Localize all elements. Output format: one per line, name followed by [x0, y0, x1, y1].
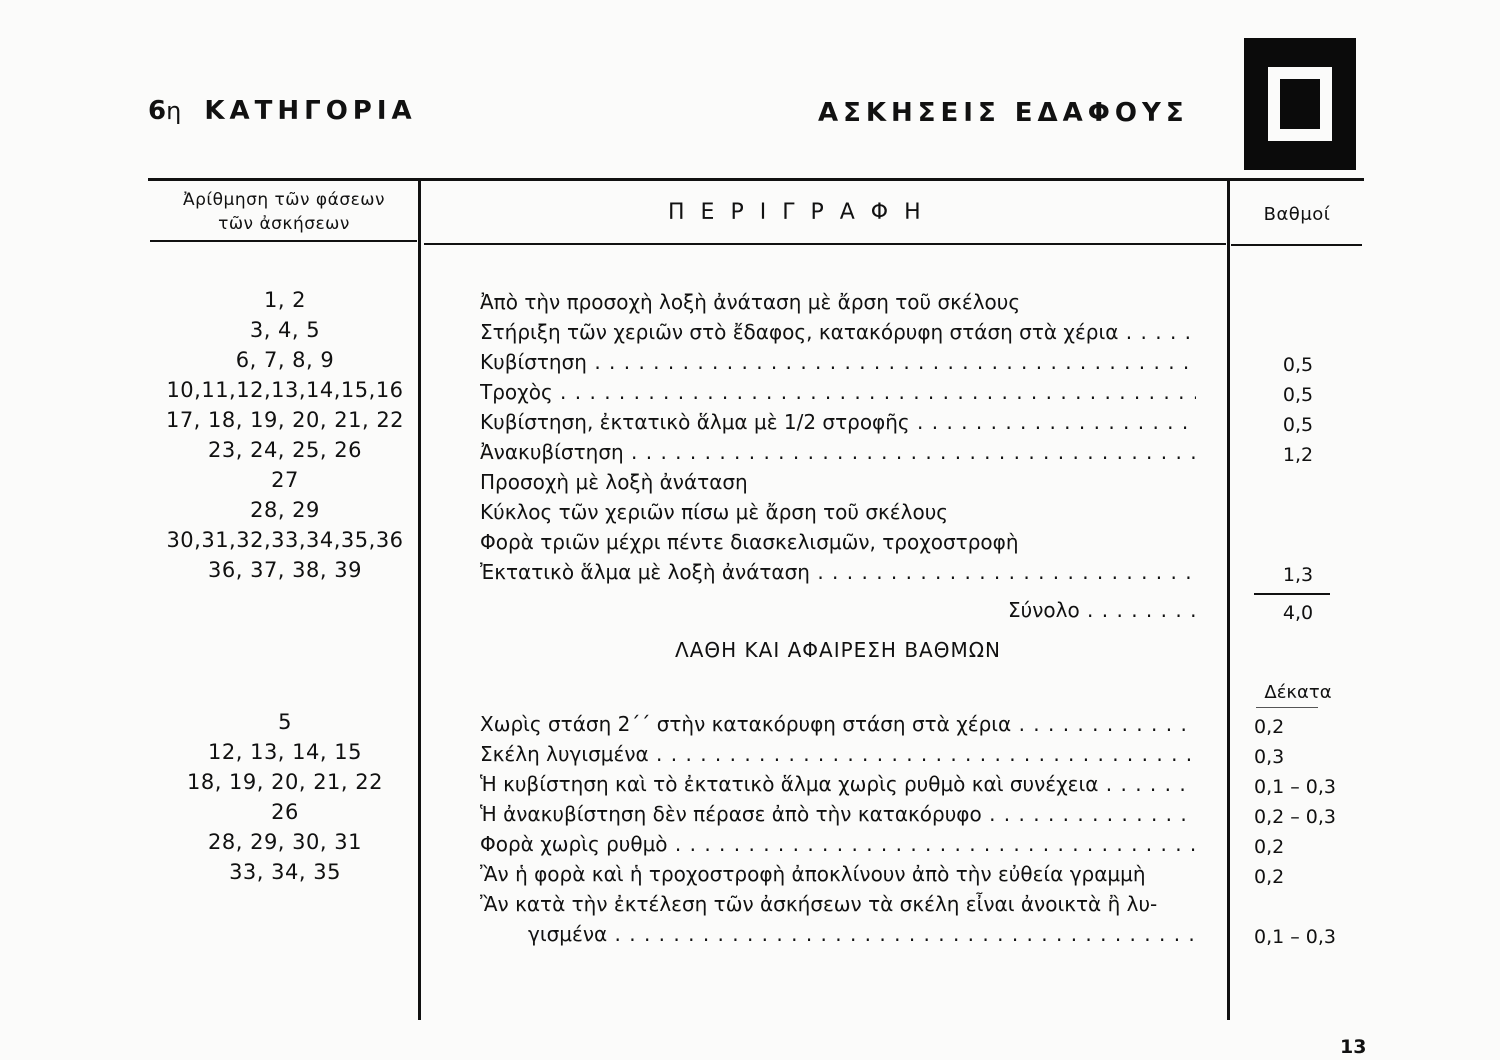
row-points: 0,5 — [1282, 354, 1314, 376]
row-description: Τροχὸς . . . — [480, 380, 1196, 404]
row-description: Φορὰ τριῶν μέχρι πέντε διασκελισμῶν, τροχοστροφὴ — [480, 530, 1019, 554]
row-phases: 27 — [271, 468, 299, 492]
row-phases: 26 — [271, 800, 299, 824]
row-description: Σκέλη λυγισμένα . . . — [480, 742, 1196, 766]
row-description: Ἡ κυβίστηση καὶ τὸ ἐκτατικὸ ἅλμα χωρὶς ρυθμὸ καὶ συνέχεια . . . — [480, 772, 1196, 796]
row-points: 1,2 — [1282, 444, 1314, 466]
table-row — [0, 920, 1500, 950]
total-rule — [1254, 593, 1330, 595]
row-description: Ἂν ἡ φορὰ καὶ ἡ τροχοστροφὴ ἀποκλίνουν ἀπὸ τὴν εὐθεία γραμμὴ — [480, 862, 1146, 886]
row-description: Ἀπὸ τὴν προσοχὴ λοξὴ ἀνάταση μὲ ἄρση τοῦ σκέλους — [480, 290, 1021, 314]
row-phases: 5 — [278, 710, 292, 734]
row-description: Φορὰ χωρὶς ρυθμὸ . . . — [480, 832, 1196, 856]
row-phases: 6, 7, 8, 9 — [235, 348, 335, 372]
row-phases: 3, 4, 5 — [249, 318, 321, 342]
row-phases: 33, 34, 35 — [229, 860, 341, 884]
header-rule-col2 — [424, 243, 1226, 245]
table-row — [0, 438, 1500, 468]
row-description: Κυβίστηση, ἐκτατικὸ ἅλμα μὲ 1/2 στροφῆς . . . — [480, 410, 1196, 434]
column-header-points: Βαθμοί — [1263, 204, 1331, 225]
row-phases: 30,31,32,33,34,35,36 — [166, 528, 404, 552]
table-row — [0, 408, 1500, 438]
table-row — [0, 378, 1500, 408]
row-points: 0,2 — [1254, 866, 1285, 888]
row-description: Κύκλος τῶν χεριῶν πίσω μὲ ἄρση τοῦ σκέλους — [480, 500, 948, 524]
row-description: Προσοχὴ μὲ λοξὴ ἀνάταση — [480, 470, 748, 494]
table-row — [0, 770, 1500, 800]
category-suffix: η — [166, 97, 182, 125]
row-points: 0,1 – 0,3 — [1254, 926, 1337, 948]
row-phases: 12, 13, 14, 15 — [208, 740, 362, 764]
row-phases: 28, 29, 30, 31 — [208, 830, 362, 854]
column-header-description: ΠΕΡΙΓΡΑΦΗ — [668, 200, 937, 225]
row-points: 0,2 — [1254, 836, 1285, 858]
row-phases: 23, 24, 25, 26 — [208, 438, 362, 462]
total-label: Σύνολο . . . . . . . . — [1008, 598, 1198, 622]
row-description: Χωρὶς στάση 2΄΄ στὴν κατακόρυφη στάση στὰ χέρια . . . — [480, 712, 1196, 736]
page-number: 13 — [1340, 1036, 1367, 1058]
table-top-rule — [148, 178, 1364, 181]
page-title: ΑΣΚΗΣΕΙΣ ΕΔΑΦΟΥΣ — [818, 98, 1189, 128]
table-row — [0, 740, 1500, 770]
table-row — [0, 830, 1500, 860]
column-header-phases-line1: Ἀρίθμηση τῶν φάσεων — [182, 190, 386, 210]
row-points: 0,3 — [1254, 746, 1285, 768]
table-row — [0, 498, 1500, 528]
row-description: Ἂν κατὰ τὴν ἐκτέλεση τῶν ἀσκήσεων τὰ σκέλη εἶναι ἀνοικτὰ ἢ λυ- — [480, 892, 1158, 916]
row-points: 0,2 – 0,3 — [1254, 806, 1337, 828]
section-title-errors: ΛΑΘΗ ΚΑΙ ΑΦΑΙΡΕΣΗ ΒΑΘΜΩΝ — [675, 638, 1001, 662]
total-value: 4,0 — [1282, 602, 1314, 624]
table-row — [0, 558, 1500, 588]
row-points: 0,2 — [1254, 716, 1285, 738]
header-rule-col1 — [150, 240, 417, 242]
category-number: 6 — [148, 96, 167, 126]
row-description: Στήριξη τῶν χεριῶν στὸ ἔδαφος, κατακόρυφη στάση στὰ χέρια . . . — [480, 320, 1196, 344]
row-description: Ἡ ἀνακυβίστηση δὲν πέρασε ἀπὸ τὴν κατακόρυφο . . . — [480, 802, 1196, 826]
row-phases: 17, 18, 19, 20, 21, 22 — [165, 408, 405, 432]
table-row — [0, 860, 1500, 890]
header-rule-col3 — [1231, 244, 1362, 246]
column-header-phases-line2: τῶν ἀσκήσεων — [218, 214, 350, 234]
row-phases: 28, 29 — [250, 498, 320, 522]
table-row — [0, 890, 1500, 920]
table-row — [0, 348, 1500, 378]
table-row — [0, 800, 1500, 830]
row-description: Κυβίστηση . . . — [480, 350, 1196, 374]
row-description: Ἀνακυβίστηση . . . — [480, 440, 1196, 464]
row-phases: 10,11,12,13,14,15,16 — [166, 378, 404, 402]
row-description: γισμένα . . . — [528, 922, 1196, 946]
row-phases: 1, 2 — [263, 288, 307, 312]
row-phases: 36, 37, 38, 39 — [208, 558, 362, 582]
table-row — [0, 468, 1500, 498]
table-row — [0, 288, 1500, 318]
table-row — [0, 318, 1500, 348]
row-points: 0,1 – 0,3 — [1254, 776, 1337, 798]
row-points: 1,3 — [1282, 564, 1314, 586]
total-label-text: Σύνολο — [1008, 598, 1080, 622]
column-header-phases — [150, 188, 418, 236]
category-heading — [148, 96, 417, 126]
row-points: 0,5 — [1282, 384, 1314, 406]
unit-label-dekata: Δέκατα — [1264, 682, 1332, 703]
category-word: ΚΑΤΗΓΟΡΙΑ — [204, 96, 417, 126]
row-description: Ἐκτατικὸ ἅλμα μὲ λοξὴ ἀνάταση . . . — [480, 560, 1196, 584]
category-logo-icon — [1244, 38, 1356, 170]
row-phases: 18, 19, 20, 21, 22 — [186, 770, 383, 794]
row-points: 0,5 — [1282, 414, 1314, 436]
table-row — [0, 528, 1500, 558]
table-row — [0, 710, 1500, 740]
unit-rule — [1256, 707, 1318, 708]
